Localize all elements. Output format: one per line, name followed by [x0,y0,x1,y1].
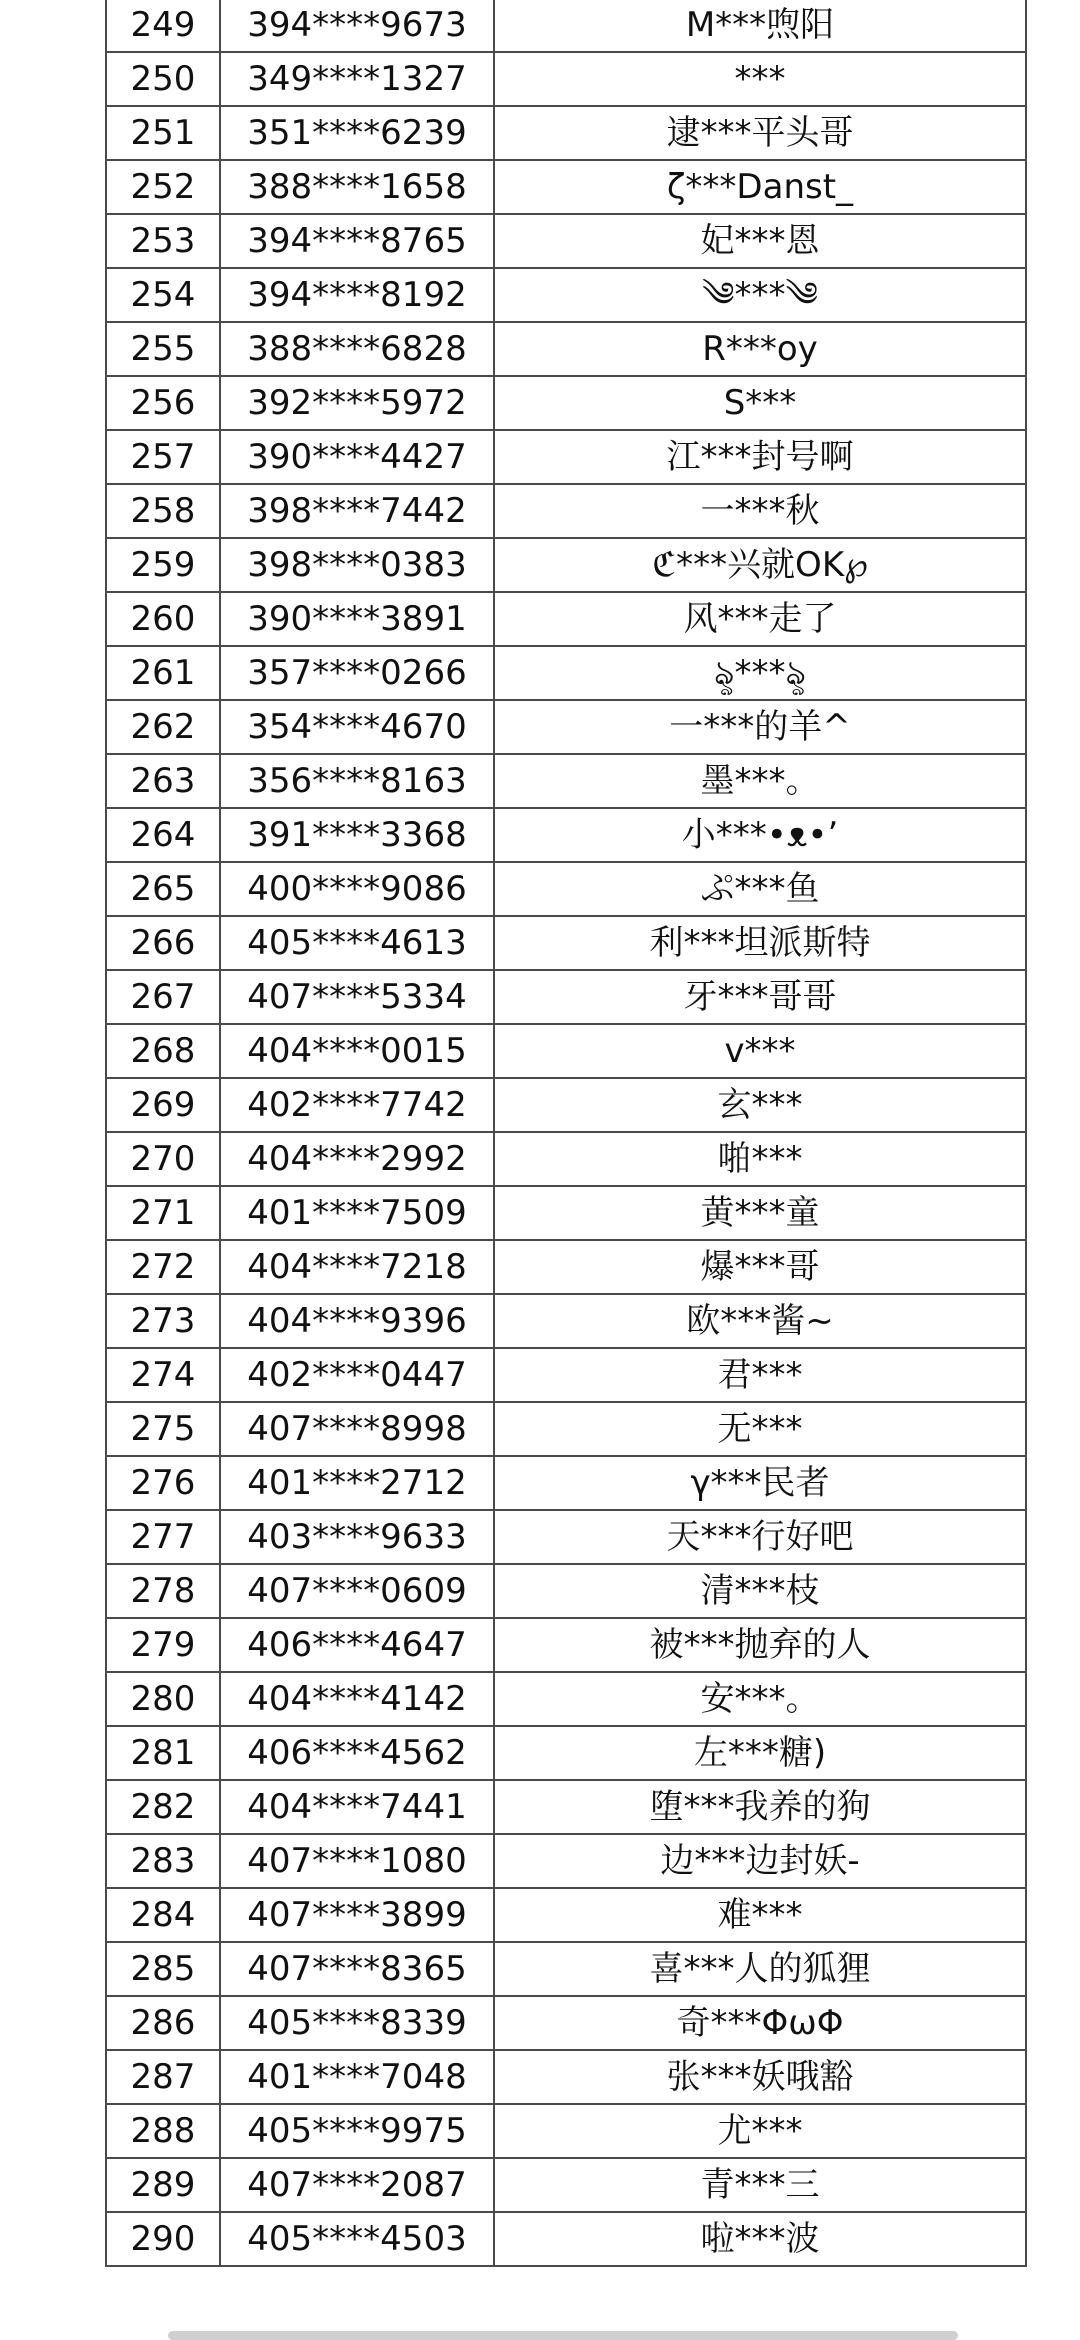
row-number-cell: 266 [106,916,220,970]
row-number-cell: 263 [106,754,220,808]
row-number-cell: 284 [106,1888,220,1942]
masked-id-cell: 400****9086 [220,862,494,916]
masked-name-cell: S*** [494,376,1026,430]
row-number-cell: 261 [106,646,220,700]
row-number-cell: 281 [106,1726,220,1780]
masked-name-cell: 难*** [494,1888,1026,1942]
table-row [106,322,1026,376]
masked-name-cell: 啦***波 [494,2212,1026,2266]
masked-name-cell: 玄*** [494,1078,1026,1132]
masked-name-cell: 小***•ᴥ•ʼ [494,808,1026,862]
masked-id-cell: 404****4142 [220,1672,494,1726]
masked-name-cell: 奇***ΦωΦ [494,1996,1026,2050]
table-row [106,52,1026,106]
table-body [106,0,1026,2266]
masked-id-cell: 354****4670 [220,700,494,754]
row-number-cell: 290 [106,2212,220,2266]
table-row [106,1240,1026,1294]
table-row [106,1564,1026,1618]
masked-id-cell: 401****7509 [220,1186,494,1240]
masked-id-cell: 394****9673 [220,0,494,52]
masked-id-cell: 404****7218 [220,1240,494,1294]
masked-id-cell: 407****0609 [220,1564,494,1618]
masked-id-cell: 390****4427 [220,430,494,484]
row-number-cell: 267 [106,970,220,1024]
table-row [106,1672,1026,1726]
row-number-cell: 283 [106,1834,220,1888]
table-row [106,268,1026,322]
table-row [106,1888,1026,1942]
row-number-cell: 286 [106,1996,220,2050]
table-row [106,1024,1026,1078]
table-row [106,754,1026,808]
row-number-cell: 274 [106,1348,220,1402]
table-row [106,1294,1026,1348]
table-row [106,484,1026,538]
table-row [106,214,1026,268]
horizontal-scrollbar[interactable] [168,2331,958,2340]
masked-name-cell: γ***民者 [494,1456,1026,1510]
masked-name-cell: 张***妖哦豁 [494,2050,1026,2104]
table-row [106,1834,1026,1888]
table-row [106,970,1026,1024]
row-number-cell: 256 [106,376,220,430]
masked-id-cell: 391****3368 [220,808,494,862]
masked-id-cell: 405****9975 [220,2104,494,2158]
masked-name-cell: 一***秋 [494,484,1026,538]
masked-id-cell: 356****8163 [220,754,494,808]
masked-name-cell: 青***三 [494,2158,1026,2212]
masked-id-cell: 406****4562 [220,1726,494,1780]
masked-id-cell: 388****1658 [220,160,494,214]
table-row [106,160,1026,214]
row-number-cell: 257 [106,430,220,484]
masked-name-cell: 牙***哥哥 [494,970,1026,1024]
row-number-cell: 269 [106,1078,220,1132]
table-row [106,1078,1026,1132]
masked-id-cell: 357****0266 [220,646,494,700]
table-row [106,1456,1026,1510]
table-row [106,1780,1026,1834]
masked-name-cell: ℭ***兴就OK℘ [494,538,1026,592]
row-number-cell: 288 [106,2104,220,2158]
table-row [106,2158,1026,2212]
row-number-cell: 262 [106,700,220,754]
row-number-cell: 264 [106,808,220,862]
masked-id-cell: 394****8765 [220,214,494,268]
table-row [106,1186,1026,1240]
masked-name-cell: 清***枝 [494,1564,1026,1618]
masked-name-cell: 天***行好吧 [494,1510,1026,1564]
masked-name-cell: 啪*** [494,1132,1026,1186]
row-number-cell: 270 [106,1132,220,1186]
row-number-cell: 276 [106,1456,220,1510]
masked-id-cell: 394****8192 [220,268,494,322]
masked-name-cell: 边***边封妖- [494,1834,1026,1888]
table-row [106,592,1026,646]
masked-name-cell: 妃***恩 [494,214,1026,268]
masked-name-cell: 江***封号啊 [494,430,1026,484]
table-row [106,106,1026,160]
masked-name-cell: 左***糖) [494,1726,1026,1780]
masked-name-cell: 一***的羊^ [494,700,1026,754]
winner-list-table [105,0,1027,2267]
row-number-cell: 272 [106,1240,220,1294]
table-row [106,1618,1026,1672]
masked-id-cell: 407****3899 [220,1888,494,1942]
masked-id-cell: 405****4613 [220,916,494,970]
table-row [106,1942,1026,1996]
table-row [106,2104,1026,2158]
row-number-cell: 278 [106,1564,220,1618]
row-number-cell: 285 [106,1942,220,1996]
masked-id-cell: 402****0447 [220,1348,494,1402]
row-number-cell: 289 [106,2158,220,2212]
row-number-cell: 250 [106,52,220,106]
masked-name-cell: 安***。 [494,1672,1026,1726]
row-number-cell: 249 [106,0,220,52]
masked-id-cell: 404****9396 [220,1294,494,1348]
table-row [106,0,1026,52]
masked-name-cell: ζ***Danst_ [494,160,1026,214]
masked-name-cell: 欧***酱~ [494,1294,1026,1348]
masked-id-cell: 407****1080 [220,1834,494,1888]
row-number-cell: 260 [106,592,220,646]
row-number-cell: 265 [106,862,220,916]
table-row [106,808,1026,862]
masked-id-cell: 404****2992 [220,1132,494,1186]
masked-id-cell: 398****0383 [220,538,494,592]
row-number-cell: 259 [106,538,220,592]
masked-name-cell: 被***抛弃的人 [494,1618,1026,1672]
masked-id-cell: 406****4647 [220,1618,494,1672]
row-number-cell: 280 [106,1672,220,1726]
masked-id-cell: 392****5972 [220,376,494,430]
row-number-cell: 268 [106,1024,220,1078]
row-number-cell: 254 [106,268,220,322]
masked-id-cell: 407****2087 [220,2158,494,2212]
row-number-cell: 255 [106,322,220,376]
masked-id-cell: 403****9633 [220,1510,494,1564]
table-row [106,700,1026,754]
table-row [106,1348,1026,1402]
table-row [106,1996,1026,2050]
row-number-cell: 282 [106,1780,220,1834]
masked-name-cell: 风***走了 [494,592,1026,646]
row-number-cell: 258 [106,484,220,538]
masked-id-cell: 404****0015 [220,1024,494,1078]
table-row [106,1510,1026,1564]
row-number-cell: 251 [106,106,220,160]
masked-id-cell: 398****7442 [220,484,494,538]
masked-id-cell: 407****8365 [220,1942,494,1996]
masked-name-cell: 逮***平头哥 [494,106,1026,160]
masked-id-cell: 405****8339 [220,1996,494,2050]
masked-name-cell: 堕***我养的狗 [494,1780,1026,1834]
masked-name-cell: *** [494,52,1026,106]
masked-name-cell: 喜***人的狐狸 [494,1942,1026,1996]
masked-name-cell: ༄***༄ [494,268,1026,322]
table-row [106,2212,1026,2266]
row-number-cell: 253 [106,214,220,268]
table-row [106,646,1026,700]
row-number-cell: 273 [106,1294,220,1348]
masked-name-cell: 无*** [494,1402,1026,1456]
masked-name-cell: R***oy [494,322,1026,376]
table-row [106,1132,1026,1186]
masked-name-cell: 利***坦派斯特 [494,916,1026,970]
masked-id-cell: 401****7048 [220,2050,494,2104]
masked-id-cell: 405****4503 [220,2212,494,2266]
masked-name-cell: ৡ***ৡ [494,646,1026,700]
table-row [106,2050,1026,2104]
masked-name-cell: 君*** [494,1348,1026,1402]
masked-name-cell: 黄***童 [494,1186,1026,1240]
masked-name-cell: 尤*** [494,2104,1026,2158]
masked-id-cell: 351****6239 [220,106,494,160]
table-row [106,1402,1026,1456]
masked-id-cell: 390****3891 [220,592,494,646]
table-row [106,862,1026,916]
row-number-cell: 271 [106,1186,220,1240]
masked-id-cell: 402****7742 [220,1078,494,1132]
masked-id-cell: 407****5334 [220,970,494,1024]
masked-id-cell: 407****8998 [220,1402,494,1456]
masked-name-cell: 墨***。 [494,754,1026,808]
table-row [106,916,1026,970]
masked-id-cell: 349****1327 [220,52,494,106]
row-number-cell: 277 [106,1510,220,1564]
row-number-cell: 287 [106,2050,220,2104]
masked-name-cell: 爆***哥 [494,1240,1026,1294]
masked-name-cell: ぷ***鱼 [494,862,1026,916]
masked-name-cell: v*** [494,1024,1026,1078]
row-number-cell: 252 [106,160,220,214]
table-row [106,430,1026,484]
table-row [106,376,1026,430]
table-row [106,538,1026,592]
row-number-cell: 275 [106,1402,220,1456]
masked-name-cell: M***喣阳 [494,0,1026,52]
masked-id-cell: 404****7441 [220,1780,494,1834]
row-number-cell: 279 [106,1618,220,1672]
masked-id-cell: 388****6828 [220,322,494,376]
masked-id-cell: 401****2712 [220,1456,494,1510]
table-row [106,1726,1026,1780]
